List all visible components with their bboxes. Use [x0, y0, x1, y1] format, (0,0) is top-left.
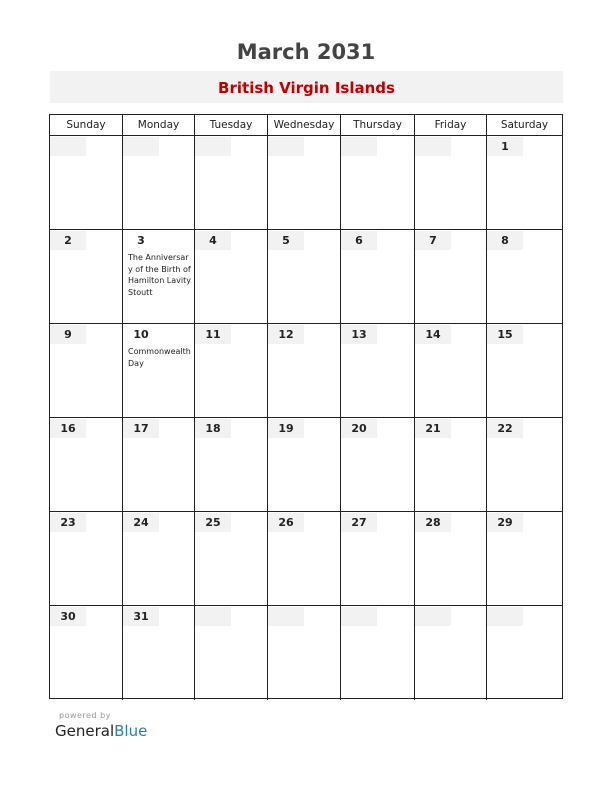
day-number: 7: [429, 234, 437, 247]
weekday-header-thursday: Thursday: [341, 115, 415, 136]
day-cell: [123, 512, 195, 606]
day-cell: [50, 606, 123, 700]
day-cell: [487, 418, 562, 512]
day-cell: [195, 512, 268, 606]
holiday-label: The Anniversary of the Birth of Hamilton Lavity Stoutt: [128, 253, 191, 297]
day-number: 18: [205, 422, 221, 435]
powered-by-text: powered by: [59, 711, 111, 720]
day-cell: [415, 606, 487, 700]
day-cell: [123, 230, 195, 324]
day-number-box: [123, 137, 159, 156]
weekday-header-wednesday: Wednesday: [268, 115, 341, 136]
day-cell: [195, 324, 268, 418]
day-number: 29: [497, 516, 513, 529]
day-number: 30: [60, 610, 76, 623]
brand-blue: Blue: [114, 722, 148, 740]
day-number: 23: [60, 516, 76, 529]
weekday-header-sunday: Sunday: [50, 115, 123, 136]
holiday-label: Commonwealth Day: [128, 347, 191, 368]
day-number-box: [415, 607, 451, 626]
day-number-box: [341, 137, 377, 156]
day-number: 15: [497, 328, 513, 341]
day-cell: [195, 606, 268, 700]
day-number-box: [268, 137, 304, 156]
day-number: 6: [355, 234, 363, 247]
day-number-box: [487, 607, 523, 626]
day-number: 17: [133, 422, 149, 435]
day-number-box: [50, 137, 86, 156]
day-number: 5: [282, 234, 290, 247]
day-number: 4: [209, 234, 217, 247]
generalblue-logo: [55, 722, 147, 740]
day-cell: [195, 418, 268, 512]
day-cell: [487, 512, 562, 606]
day-cell: [341, 606, 415, 700]
day-number-box: [415, 137, 451, 156]
day-number: 28: [425, 516, 441, 529]
day-number: 14: [425, 328, 441, 341]
day-number: 31: [133, 610, 149, 623]
day-number: 19: [278, 422, 294, 435]
day-cell: [415, 512, 487, 606]
day-cell: [123, 418, 195, 512]
day-number: 22: [497, 422, 513, 435]
day-number: 27: [351, 516, 367, 529]
day-cell: [195, 136, 268, 230]
day-cell: [50, 324, 123, 418]
day-cell: [268, 136, 341, 230]
weekday-header-saturday: Saturday: [487, 115, 562, 136]
day-number: 10: [133, 328, 149, 341]
day-cell: [50, 418, 123, 512]
day-number: 13: [351, 328, 367, 341]
day-number: 1: [501, 140, 509, 153]
day-cell: [341, 136, 415, 230]
calendar-title: March 2031: [236, 40, 376, 64]
day-cell: [341, 418, 415, 512]
day-number: 12: [278, 328, 294, 341]
day-cell: [268, 606, 341, 700]
day-cell: [487, 324, 562, 418]
day-cell: [487, 136, 562, 230]
day-cell: [415, 324, 487, 418]
day-cell: [268, 230, 341, 324]
day-cell: [195, 230, 268, 324]
day-number-box: [195, 607, 231, 626]
day-number-box: [268, 607, 304, 626]
day-cell: [415, 136, 487, 230]
day-cell: [123, 136, 195, 230]
day-cell: [415, 230, 487, 324]
day-number: 20: [351, 422, 367, 435]
day-number: 26: [278, 516, 294, 529]
weekday-header-monday: Monday: [123, 115, 195, 136]
day-cell: [268, 418, 341, 512]
day-cell: [415, 418, 487, 512]
day-number-box: [341, 607, 377, 626]
day-number: 11: [205, 328, 221, 341]
day-cell: [50, 230, 123, 324]
country-banner: [50, 71, 563, 103]
weekday-header-friday: Friday: [415, 115, 487, 136]
day-cell: [123, 324, 195, 418]
day-cell: [50, 512, 123, 606]
day-number: 2: [64, 234, 72, 247]
day-number: 24: [133, 516, 149, 529]
country-name: British Virgin Islands: [218, 79, 395, 97]
day-number: 9: [64, 328, 72, 341]
day-cell: [487, 606, 562, 700]
day-cell: [268, 512, 341, 606]
day-cell: [268, 324, 341, 418]
day-cell: [341, 512, 415, 606]
day-cell: [341, 324, 415, 418]
day-cell: [50, 136, 123, 230]
day-number: 16: [60, 422, 76, 435]
day-number: 3: [137, 234, 145, 247]
calendar-grid: [49, 114, 563, 699]
day-cell: [487, 230, 562, 324]
brand-general: General: [55, 722, 115, 740]
day-number: 8: [501, 234, 509, 247]
weekday-header-tuesday: Tuesday: [195, 115, 268, 136]
day-cell: [123, 606, 195, 700]
day-number-box: [195, 137, 231, 156]
day-number: 21: [425, 422, 441, 435]
day-number: 25: [205, 516, 221, 529]
day-cell: [341, 230, 415, 324]
